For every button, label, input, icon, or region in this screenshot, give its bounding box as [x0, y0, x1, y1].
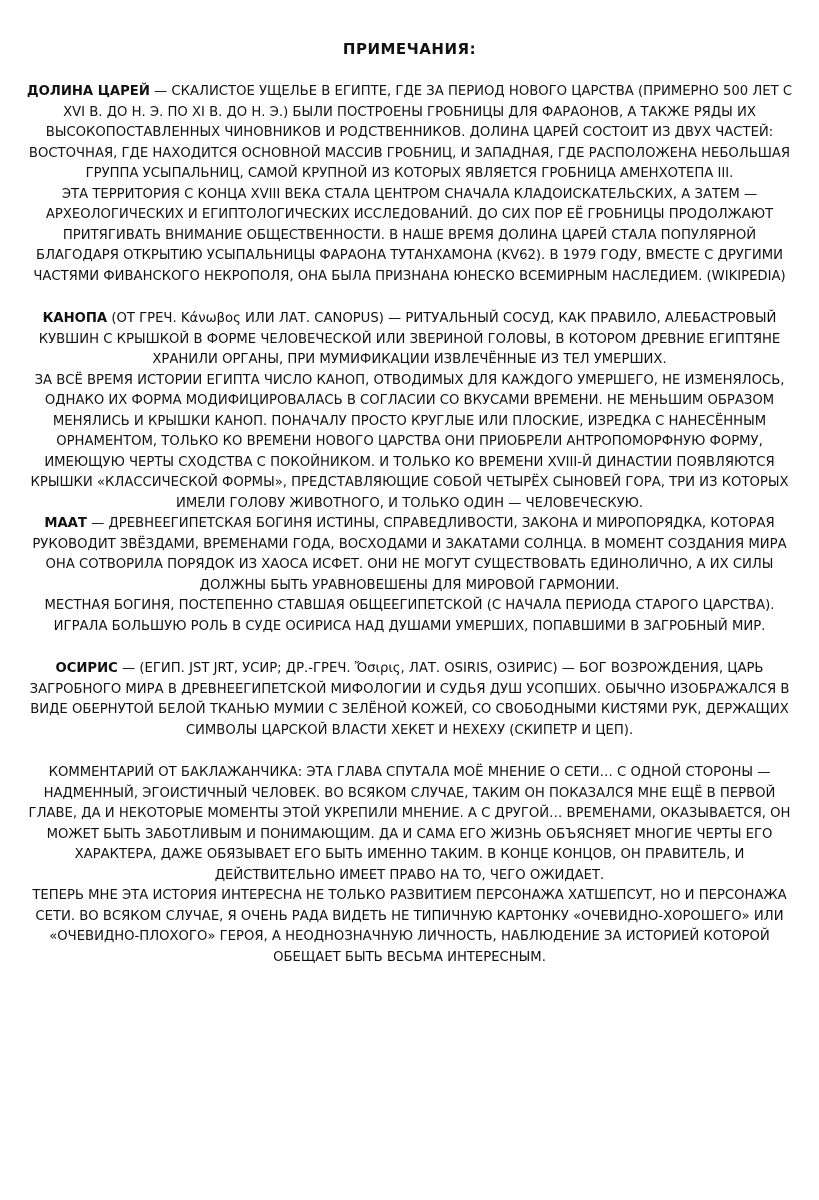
note-text: — (ЕГИП. JST JRT, УСИР; ДР.-ГРЕЧ. Ὄσιρις, ЛАТ. OSIRIS, ОЗИРИС) — БОГ ВОЗРОЖДЕНИЯ, ЦАРЬ ЗАГРОБНОГО МИРА В ДРЕВНЕЕГИПЕТСКОЙ МИФОЛОГИИ И СУДЬЯ ДУШ УСОПШИХ. ОБЫЧНО ИЗОБРАЖАЛСЯ В ВИДЕ ОБЕРНУТОЙ БЕЛОЙ ТКАНЬЮ МУМИИ С ЗЕЛЁНОЙ КОЖЕЙ, СО СВОБОДНЫМИ КИСТЯМИ РУК, ДЕРЖАЩИХ СИМВОЛЫ ЦАРСКОЙ ВЛАСТИ ХЕКЕТ И НЕХЕХУ (СКИПЕТР И ЦЕП). [29, 661, 790, 738]
note-text: (ОТ ГРЕЧ. Κάνωβος ИЛИ ЛАТ. CANOPUS) — РИТУАЛЬНЫЙ СОСУД, КАК ПРАВИЛО, АЛЕБАСТРОВЫЙ КУВШИН С КРЫШКОЙ В ФОРМЕ ЧЕЛОВЕЧЕСКОЙ ИЛИ ЗВЕРИНОЙ ГОЛОВЫ, В КОТОРОМ ДРЕВНИЕ ЕГИПТЯНЕ ХРАНИЛИ ОРГАНЫ, ПРИ МУМИФИКАЦИИ ИЗВЛЕЧЁННЫЕ ИЗ ТЕЛ УМЕРШИХ. [38, 311, 781, 367]
note-paragraph [24, 659, 795, 741]
note-osiris [24, 659, 795, 741]
note-paragraph [24, 82, 795, 185]
note-text: — ДРЕВНЕЕГИПЕТСКАЯ БОГИНЯ ИСТИНЫ, СПРАВЕДЛИВОСТИ, ЗАКОНА И МИРОПОРЯДКА, КОТОРАЯ РУКОВОДИТ ЗВЁЗДАМИ, ВРЕМЕНАМИ ГОДА, ВОСХОДАМИ И ЗАКАТАМИ СОЛНЦА. В МОМЕНТ СОЗДАНИЯ МИРА ОНА СОТВОРИЛА ПОРЯДОК ИЗ ХАОСА ИСФЕТ. ОНИ НЕ МОГУТ СУЩЕСТВОВАТЬ ЕДИНОЛИЧНО, А ИХ СИЛЫ ДОЛЖНЫ БЫТЬ УРАВНОВЕШЕНЫ ДЛЯ МИРОВОЙ ГАРМОНИИ. [32, 516, 787, 593]
note-valley-of-kings [24, 82, 795, 287]
note-text: — СКАЛИСТОЕ УЩЕЛЬЕ В ЕГИПТЕ, ГДЕ ЗА ПЕРИОД НОВОГО ЦАРСТВА (ПРИМЕРНО 500 ЛЕТ С XVI В. ДО Н. Э. ПО XI В. ДО Н. Э.) БЫЛИ ПОСТРОЕНЫ ГРОБНИЦЫ ДЛЯ ФАРАОНОВ, А ТАКЖЕ РЯДЫ ИХ ВЫСОКОПОСТАВЛЕННЫХ ЧИНОВНИКОВ И РОДСТВЕННИКОВ. ДОЛИНА ЦАРЕЙ СОСТОИТ ИЗ ДВУХ ЧАСТЕЙ: ВОСТОЧНАЯ, ГДЕ НАХОДИТСЯ ОСНОВНОЙ МАССИВ ГРОБНИЦ, И ЗАПАДНАЯ, ГДЕ РАСПОЛОЖЕНА НЕБОЛЬШАЯ ГРУППА УСЫПАЛЬНИЦ, САМОЙ КРУПНОЙ ИЗ КОТОРЫХ ЯВЛЯЕТСЯ ГРОБНИЦА АМЕНХОТЕПА III. [28, 84, 793, 181]
note-canopic-jar [24, 309, 795, 637]
comment-paragraph: КОММЕНТАРИЙ ОТ БАКЛАЖАНЧИКА: ЭТА ГЛАВА СПУТАЛА МОЁ МНЕНИЕ О СЕТИ… С ОДНОЙ СТОРОНЫ — НАДМЕННЫЙ, ЭГОИСТИЧНЫЙ ЧЕЛОВЕК. ВО ВСЯКОМ СЛУЧАЕ, ТАКИМ ОН ПОКАЗАЛСЯ МНЕ ЕЩЁ В ПЕРВОЙ ГЛАВЕ, ДА И НЕКОТОРЫЕ МОМЕНТЫ ЭТОЙ УКРЕПИЛИ МНЕНИЕ. А С ДРУГОЙ… ВРЕМЕНАМИ, ОКАЗЫВАЕТСЯ, ОН МОЖЕТ БЫТЬ ЗАБОТЛИВЫМ И ПОНИМАЮЩИМ. ДА И САМА ЕГО ЖИЗНЬ ОБЪЯСНЯЕТ МНОГИЕ ЧЕРТЫ ЕГО ХАРАКТЕРА, ДАЖЕ ОБЯЗЫВАЕТ ЕГО БЫТЬ ИМЕННО ТАКИМ. В КОНЦЕ КОНЦОВ, ОН ПРАВИТЕЛЬ, И ДЕЙСТВИТЕЛЬНО ИМЕЕТ ПРАВО НА ТО, ЧЕГО ОЖИДАЕТ. [28, 765, 791, 883]
note-term: ОСИРИС [55, 661, 118, 676]
notes-title: ПРИМЕЧАНИЯ: [342, 40, 477, 58]
note-paragraph: ЗА ВСЁ ВРЕМЯ ИСТОРИИ ЕГИПТА ЧИСЛО КАНОП, ОТВОДИМЫХ ДЛЯ КАЖДОГО УМЕРШЕГО, НЕ ИЗМЕНЯЛОСЬ, ОДНАКО ИХ ФОРМА МОДИФИЦИРОВАЛАСЬ В СОГЛАСИИ СО ВКУСАМИ ВРЕМЕНИ. НЕ МЕНЬШИМ ОБРАЗОМ МЕНЯЛИСЬ И КРЫШКИ КАНОП. ПОНАЧАЛУ ПРОСТО КРУГЛЫЕ ИЛИ ПЛОСКИЕ, ИЗРЕДКА С НАНЕСЁННЫМ ОРНАМЕНТОМ, ТОЛЬКО КО ВРЕМЕНИ НОВОГО ЦАРСТВА ОНИ ПРИОБРЕЛИ АНТРОПОМОРФНУЮ ФОРМУ, ИМЕЮЩУЮ ЧЕРТЫ СХОДСТВА С ПОКОЙНИКОМ. И ТОЛЬКО КО ВРЕМЕНИ XVIII-Й ДИНАСТИИ ПОЯВЛЯЮТСЯ КРЫШКИ «КЛАССИЧЕСКОЙ ФОРМЫ», ПРЕДСТАВЛЯЮЩИЕ СОБОЙ ЧЕТЫРЁХ СЫНОВЕЙ ГОРА, ТРИ ИЗ КОТОРЫХ ИМЕЛИ ГОЛОВУ ЖИВОТНОГО, И ТОЛЬКО ОДИН — ЧЕЛОВЕЧЕСКУЮ. [30, 372, 789, 511]
note-term: ДОЛИНА ЦАРЕЙ [26, 84, 150, 99]
note-paragraph [24, 514, 795, 596]
note-paragraph: ЭТА ТЕРРИТОРИЯ С КОНЦА XVIII ВЕКА СТАЛА ЦЕНТРОМ СНАЧАЛА КЛАДОИСКАТЕЛЬСКИХ, А ЗАТЕМ — АРХЕОЛОГИЧЕСКИХ И ЕГИПТОЛОГИЧЕСКИХ ИССЛЕДОВАНИЙ. ДО СИХ ПОР ЕЁ ГРОБНИЦЫ ПРОДОЛЖАЮТ ПРИТЯГИВАТЬ ВНИМАНИЕ ОБЩЕСТВЕННОСТИ. В НАШЕ ВРЕМЯ ДОЛИНА ЦАРЕЙ СТАЛА ПОПУЛЯРНОЙ БЛАГОДАРЯ ОТКРЫТИЮ УСЫПАЛЬНИЦЫ ФАРАОНА ТУТАНХАМОНА (KV62). В 1979 ГОДУ, ВМЕСТЕ С ДРУГИМИ ЧАСТЯМИ ФИВАНСКОГО НЕКРОПОЛЯ, ОНА БЫЛА ПРИЗНАНА ЮНЕСКО ВСЕМИРНЫМ НАСЛЕДИЕМ. (WIKIPEDIA) [33, 186, 786, 284]
comment-paragraph: ТЕПЕРЬ МНЕ ЭТА ИСТОРИЯ ИНТЕРЕСНА НЕ ТОЛЬКО РАЗВИТИЕМ ПЕРСОНАЖА ХАТШЕПСУТ, НО И ПЕРСОНАЖА СЕТИ. ВО ВСЯКОМ СЛУЧАЕ, Я ОЧЕНЬ РАДА ВИДЕТЬ НЕ ТИПИЧНУЮ КАРТОНКУ «ОЧЕВИДНО-ХОРОШЕГО» ИЛИ «ОЧЕВИДНО-ПЛОХОГО» ГЕРОЯ, А НЕОДНОЗНАЧНУЮ ЛИЧНОСТЬ, НАБЛЮДЕНИЕ ЗА ИСТОРИЕЙ КОТОРОЙ ОБЕЩАЕТ БЫТЬ ВЕСЬМА ИНТЕРЕСНЫМ. [32, 888, 787, 965]
note-paragraph [24, 309, 795, 371]
note-term: МААТ [44, 516, 87, 531]
note-paragraph: МЕСТНАЯ БОГИНЯ, ПОСТЕПЕННО СТАВШАЯ ОБЩЕЕГИПЕТСКОЙ (С НАЧАЛА ПЕРИОДА СТАРОГО ЦАРСТВА). ИГРАЛА БОЛЬШУЮ РОЛЬ В СУДЕ ОСИРИСА НАД ДУШАМИ УМЕРШИХ, ПОПАВШИМИ В ЗАГРОБНЫЙ МИР. [44, 598, 775, 634]
translator-comment [24, 763, 795, 968]
note-term: КАНОПА [42, 311, 108, 326]
